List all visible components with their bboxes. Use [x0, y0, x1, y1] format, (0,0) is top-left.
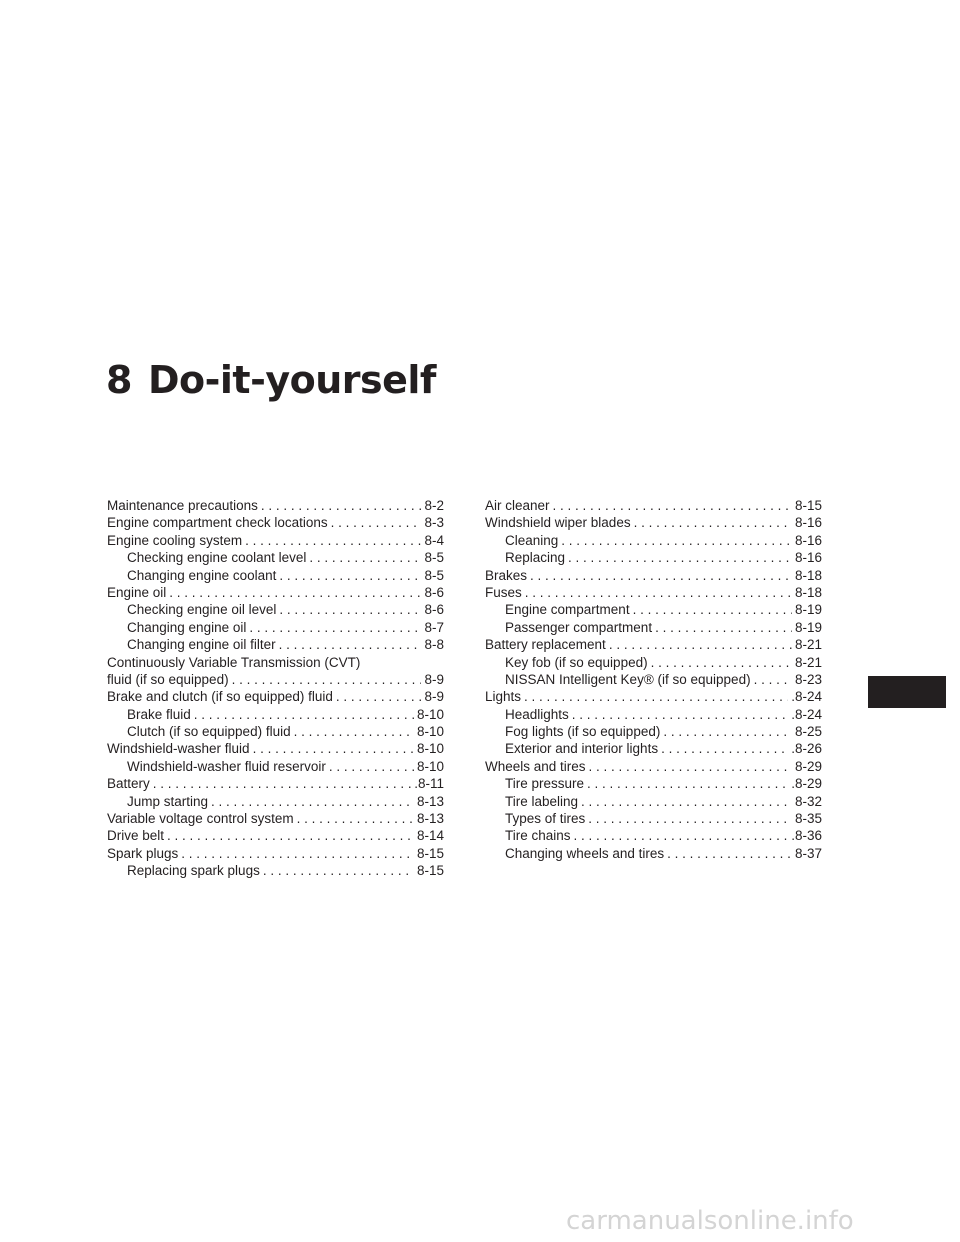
toc-entry[interactable] — [107, 549, 444, 566]
toc-entry-page: 8-2 — [424, 498, 444, 513]
toc-entry-page: 8-6 — [424, 584, 444, 600]
toc-entry[interactable] — [485, 601, 822, 618]
toc-entry-title: Changing engine oil — [127, 619, 247, 635]
chapter-title: Do-it-yourself — [147, 358, 436, 402]
dot-leader — [249, 619, 421, 636]
toc-entry-page: .8-24 — [791, 706, 822, 722]
dot-leader — [574, 827, 789, 844]
toc-entry[interactable] — [107, 775, 444, 792]
dot-leader — [263, 862, 414, 879]
toc-entry-page: 8-23 — [794, 671, 822, 687]
toc-entry-title: Clutch (if so equipped) fluid — [127, 724, 291, 740]
toc-entry-title: Types of tires — [505, 811, 586, 827]
toc-entry-page: .8-36 — [791, 828, 822, 844]
toc-entry[interactable] — [107, 532, 444, 549]
toc-entry[interactable] — [485, 671, 822, 688]
toc-entry-page: 8-10 — [416, 724, 444, 740]
toc-entry-title: Windshield-washer fluid — [107, 741, 250, 757]
toc-entry-page: 8-8 — [424, 637, 444, 653]
toc-entry-title: Windshield-washer fluid reservoir — [127, 758, 326, 774]
toc-entry-page: 8-16 — [794, 515, 822, 531]
dot-leader — [169, 584, 421, 601]
dot-leader — [589, 758, 792, 775]
toc-entry-page: 8-6 — [424, 602, 444, 618]
toc-entry-page: 8-9 — [424, 671, 444, 687]
dot-leader — [651, 654, 792, 671]
toc-entry-title: Air cleaner — [485, 498, 550, 513]
toc-entry[interactable] — [107, 827, 444, 844]
toc-entry[interactable] — [107, 497, 444, 514]
toc-entry-page: 8-3 — [424, 515, 444, 531]
toc-entry-page: 8-14 — [416, 828, 444, 844]
toc-entry[interactable] — [485, 654, 822, 671]
dot-leader — [211, 793, 414, 810]
toc-entry-title: Lights — [485, 689, 522, 705]
dot-leader — [261, 497, 422, 514]
toc-entry[interactable] — [485, 775, 822, 792]
dot-leader — [245, 532, 421, 549]
toc-right-column — [485, 497, 822, 862]
toc-entry[interactable] — [485, 845, 822, 862]
toc-entry[interactable] — [107, 654, 444, 689]
toc-entry-title-line: Continuously Variable Transmission (CVT) — [107, 654, 361, 670]
toc-entry-title: Wheels and tires — [485, 758, 586, 774]
toc-entry[interactable] — [107, 514, 444, 531]
toc-entry-page: 8-19 — [794, 619, 822, 635]
dot-leader — [572, 706, 788, 723]
toc-entry-page: 8-15 — [416, 863, 444, 879]
toc-entry[interactable] — [107, 584, 444, 601]
toc-entry-page: 8-5 — [424, 550, 444, 566]
toc-entry[interactable] — [107, 567, 444, 584]
toc-entry-page: 8-18 — [794, 584, 822, 600]
toc-entry-title: Headlights — [505, 706, 569, 722]
toc-entry-title: Checking engine coolant level — [127, 550, 307, 566]
toc-entry[interactable] — [485, 723, 822, 740]
dot-leader — [568, 549, 792, 566]
toc-entry-title: Changing engine oil filter — [127, 637, 276, 653]
toc-entry-page: 8-19 — [794, 602, 822, 618]
toc-entry-page: 8-29 — [794, 758, 822, 774]
toc-entry[interactable] — [107, 619, 444, 636]
dot-leader — [279, 567, 421, 584]
toc-entry-page: 8-4 — [424, 532, 444, 548]
toc-entry-title: Spark plugs — [107, 845, 179, 861]
toc-entry-page: 8-7 — [424, 619, 444, 635]
toc-entry[interactable] — [485, 688, 822, 705]
toc-entry[interactable] — [107, 636, 444, 653]
dot-leader — [553, 497, 792, 514]
chapter-number: 8 — [106, 358, 132, 402]
dot-leader — [297, 810, 414, 827]
dot-leader — [588, 810, 792, 827]
toc-entry-title: Engine cooling system — [107, 532, 243, 548]
toc-entry[interactable] — [485, 740, 822, 757]
toc-entry-title: Replacing — [505, 550, 566, 566]
dot-leader — [524, 688, 788, 705]
toc-entry-title: Replacing spark plugs — [127, 863, 260, 879]
toc-entry[interactable] — [107, 862, 444, 879]
toc-entry-page: 8-10 — [416, 758, 444, 774]
dot-leader — [309, 549, 421, 566]
toc-entry-title: Cleaning — [505, 532, 559, 548]
toc-entry[interactable] — [107, 758, 444, 775]
watermark: carmanualsonline.info — [566, 1206, 854, 1236]
toc-entry[interactable] — [485, 810, 822, 827]
dot-leader — [167, 827, 414, 844]
toc-entry-page: 8-37 — [794, 845, 822, 861]
toc-entry[interactable] — [485, 584, 822, 601]
toc-entry-title: Variable voltage control system — [107, 811, 294, 827]
toc-entry[interactable] — [485, 567, 822, 584]
toc-entry-page: 8-35 — [794, 811, 822, 827]
dot-leader — [279, 601, 421, 618]
dot-leader — [561, 532, 792, 549]
toc-entry-page: 8-21 — [794, 654, 822, 670]
toc-entry-page: .8-29 — [791, 776, 822, 792]
toc-entry-page: 8-32 — [794, 793, 822, 809]
chapter-tab — [868, 676, 946, 708]
toc-entry-title: Drive belt — [107, 828, 165, 844]
toc-entry-title: Checking engine oil level — [127, 602, 277, 618]
toc-entry-page: 8-16 — [794, 550, 822, 566]
dot-leader — [663, 723, 792, 740]
dot-leader — [232, 671, 422, 688]
toc-entry-page: 8-10 — [416, 706, 444, 722]
dot-leader — [153, 775, 411, 792]
toc-entry[interactable] — [107, 723, 444, 740]
toc-entry-title: Maintenance precautions — [107, 498, 258, 513]
toc-entry-page: 8-18 — [794, 567, 822, 583]
toc-entry-title: Fog lights (if so equipped) — [505, 724, 661, 740]
dot-leader — [609, 636, 792, 653]
toc-entry-page: 8-15 — [416, 845, 444, 861]
toc-entry-title: Tire pressure — [505, 776, 585, 792]
dot-leader — [661, 740, 788, 757]
dot-leader — [253, 740, 414, 757]
dot-leader — [279, 636, 422, 653]
toc-entry-title: Brakes — [485, 567, 528, 583]
toc-entry[interactable] — [107, 706, 444, 723]
dot-leader — [667, 845, 792, 862]
toc-entry[interactable] — [107, 601, 444, 618]
toc-entry-page: .8-26 — [791, 741, 822, 757]
dot-leader — [336, 688, 422, 705]
dot-leader — [525, 584, 792, 601]
toc-entry-title: NISSAN Intelligent Key® (if so equipped) — [505, 671, 751, 687]
toc-entry-title: fluid (if so equipped) — [107, 671, 229, 687]
toc-entry[interactable] — [107, 688, 444, 705]
toc-entry[interactable] — [485, 619, 822, 636]
toc-entry-title: Battery — [107, 776, 150, 792]
toc-entry[interactable] — [107, 810, 444, 827]
dot-leader — [634, 514, 792, 531]
toc-entry-page: 8-25 — [794, 724, 822, 740]
toc-entry[interactable] — [485, 532, 822, 549]
toc-entry-title: Battery replacement — [485, 637, 606, 653]
toc-left-column — [107, 497, 444, 880]
dot-leader — [581, 793, 792, 810]
toc-entry[interactable] — [485, 497, 822, 514]
toc-entry-title: Passenger compartment — [505, 619, 653, 635]
toc-entry-title: Changing wheels and tires — [505, 845, 665, 861]
dot-leader — [194, 706, 414, 723]
dot-leader — [587, 775, 788, 792]
toc-entry-title: Engine oil — [107, 584, 167, 600]
toc-entry[interactable] — [107, 793, 444, 810]
dot-leader — [633, 601, 792, 618]
dot-leader — [754, 671, 792, 688]
toc-entry-title: Changing engine coolant — [127, 567, 277, 583]
dot-leader — [655, 619, 792, 636]
toc-entry-title: Brake fluid — [127, 706, 191, 722]
dot-leader — [331, 514, 422, 531]
toc-entry-page: 8-5 — [424, 567, 444, 583]
toc-entry[interactable] — [485, 793, 822, 810]
toc-entry-page: 8-16 — [794, 532, 822, 548]
toc-entry-page: .8-11 — [414, 776, 444, 792]
toc-entry-page: 8-13 — [416, 793, 444, 809]
dot-leader — [329, 758, 414, 775]
toc-entry[interactable] — [485, 758, 822, 775]
toc-entry-title: Engine compartment check locations — [107, 515, 328, 531]
toc-entry[interactable] — [485, 827, 822, 844]
toc-entry-page: 8-13 — [416, 811, 444, 827]
toc-entry-page: .8-24 — [791, 689, 822, 705]
toc-entry-page: 8-10 — [416, 741, 444, 757]
toc-entry[interactable] — [107, 740, 444, 757]
dot-leader — [530, 567, 792, 584]
toc-entry-title: Tire labeling — [505, 793, 579, 809]
toc-entry[interactable] — [485, 706, 822, 723]
toc-entry[interactable] — [485, 549, 822, 566]
toc-entry[interactable] — [485, 514, 822, 531]
chapter-heading — [106, 358, 436, 402]
dot-leader — [181, 845, 414, 862]
dot-leader — [294, 723, 414, 740]
toc-entry-title: Brake and clutch (if so equipped) fluid — [107, 689, 333, 705]
toc-entry[interactable] — [485, 636, 822, 653]
toc-entry-title: Windshield wiper blades — [485, 515, 631, 531]
toc-entry-title: Engine compartment — [505, 602, 630, 618]
toc-entry-title: Key fob (if so equipped) — [505, 654, 648, 670]
toc-entry-title: Tire chains — [505, 828, 571, 844]
toc-entry-title: Exterior and interior lights — [505, 741, 659, 757]
toc-entry-page: 8-15 — [794, 498, 822, 513]
toc-entry-page: 8-21 — [794, 637, 822, 653]
toc-entry[interactable] — [107, 845, 444, 862]
toc-entry-title: Jump starting — [127, 793, 209, 809]
toc-entry-page: 8-9 — [424, 689, 444, 705]
toc-entry-title: Fuses — [485, 584, 522, 600]
